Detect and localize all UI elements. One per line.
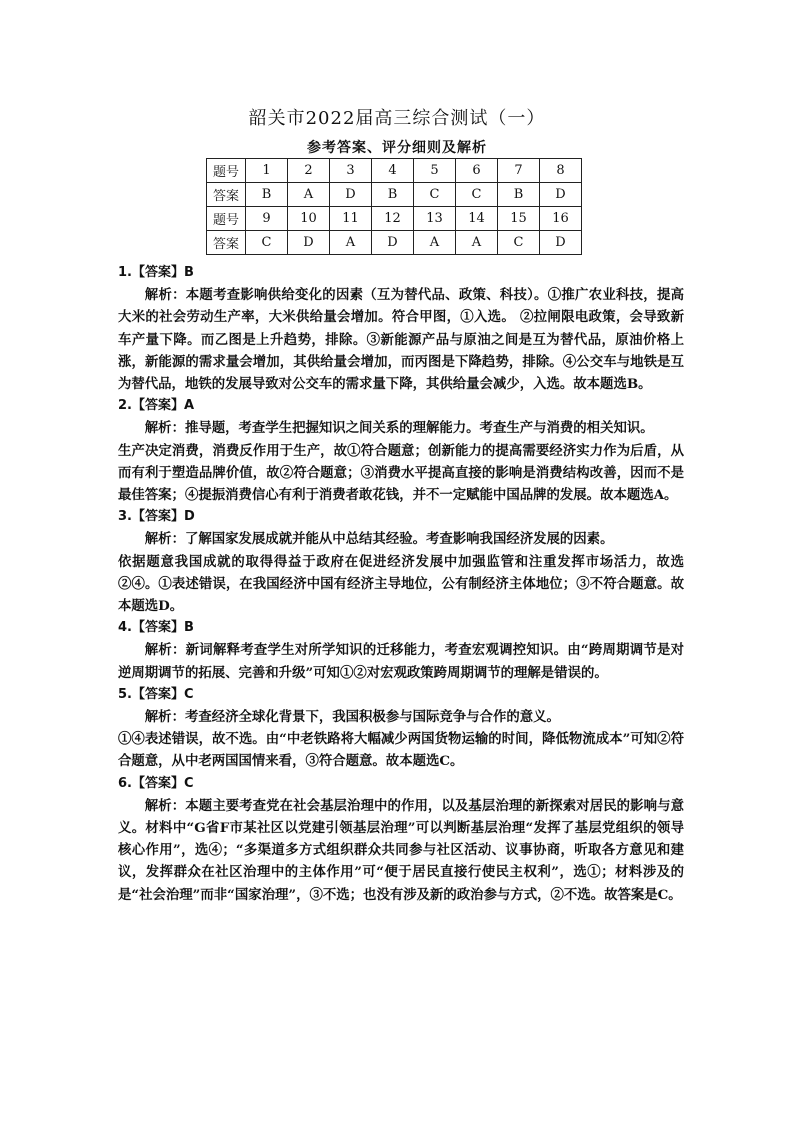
answer-table-cell: C	[414, 183, 456, 207]
document-subtitle: 参考答案、评分细则及解析	[307, 140, 487, 156]
answer-table-cell: 7	[498, 159, 540, 183]
answer-table-row	[207, 207, 582, 231]
answer-table-cell: 16	[540, 207, 582, 231]
document-title: 韶关市2022届高三综合测试（一）	[248, 108, 546, 129]
answer-table-cell: 1	[246, 159, 288, 183]
answer-table-cell: C	[456, 183, 498, 207]
answer-table-cell: C	[498, 231, 540, 255]
answer-table-cell: 5	[414, 159, 456, 183]
answer-table-cell: 13	[414, 207, 456, 231]
answer-table-cell: 10	[288, 207, 330, 231]
question-answer-heading: 3.【答案】D	[118, 509, 195, 525]
answer-table	[206, 158, 582, 255]
answer-table-cell: A	[330, 231, 372, 255]
answer-table-cell: B	[498, 183, 540, 207]
answer-table-row	[207, 183, 582, 207]
answer-table-cell: D	[288, 231, 330, 255]
answer-table-cell: 12	[372, 207, 414, 231]
explanation-paragraph: 解析：了解国家发展成就并能从中总结其经验。考查影响我国经济发展的因素。	[144, 531, 614, 548]
answer-table-cell: 14	[456, 207, 498, 231]
answer-table-cell: 15	[498, 207, 540, 231]
explanation-paragraph: 解析：考查经济全球化背景下，我国积极参与国际竞争与合作的意义。	[144, 709, 560, 726]
answer-table-cell: D	[330, 183, 372, 207]
answer-table-row	[207, 231, 582, 255]
answer-table-row-label: 题号	[207, 207, 246, 231]
explanation-paragraph: 解析：本题考查影响供给变化的因素（互为替代品、政策、科技）。①推广农业科技，提高大米的社会劳动生产率，大米供给量会增加。符合甲图，①入选。 ②拉闸限电政策，会导致新车产量下降。而乙图是上升趋势，排除。③新能源产品与原油之间是互为替代品，原油价格上涨，新能源的需求量会增加，其供给量会增加，而丙图是下降趋势，排除。④公交车与地铁是互为替代品，地铁的发展导致对公交车的需求量下降，其供给量会减少，入选。故本题选B。	[118, 287, 684, 393]
explanations-body	[118, 262, 684, 906]
question-answer-heading: 4.【答案】B	[118, 620, 194, 636]
explanation-paragraph: ①④表述错误，故不选。由“中老铁路将大幅减少两国货物运输的时间，降低物流成本”可知②符合题意，从中老两国国情来看，③符合题意。故本题选C。	[118, 731, 684, 770]
answer-table-row-label: 答案	[207, 231, 246, 255]
answer-table-cell: B	[246, 183, 288, 207]
question-answer-heading: 2.【答案】A	[118, 398, 195, 414]
answer-table-cell: C	[246, 231, 288, 255]
answer-table-cell: 4	[372, 159, 414, 183]
answer-table-row-label: 题号	[207, 159, 246, 183]
answer-table-row-label: 答案	[207, 183, 246, 207]
answer-table-cell: 11	[330, 207, 372, 231]
answer-table-row	[207, 159, 582, 183]
answer-table-cell: D	[372, 231, 414, 255]
answer-table-cell: 2	[288, 159, 330, 183]
answer-table-cell: 9	[246, 207, 288, 231]
question-answer-heading: 5.【答案】C	[118, 686, 194, 702]
question-answer-heading: 6.【答案】C	[118, 775, 194, 791]
answer-table-cell: 6	[456, 159, 498, 183]
explanation-paragraph: 解析：推导题，考查学生把握知识之间关系的理解能力。考查生产与消费的相关知识。	[144, 420, 654, 437]
question-answer-heading: 1.【答案】B	[118, 265, 194, 280]
answer-table-cell: A	[288, 183, 330, 207]
explanation-paragraph: 生产决定消费，消费反作用于生产，故①符合题意；创新能力的提高需要经济实力作为后盾，从而有利于塑造品牌价值，故②符合题意；③消费水平提高直接的影响是消费结构改善，因而不是最佳答案；④提振消费信心有利于消费者敢花钱，并不一定赋能中国品牌的发展。故本题选A。	[118, 442, 684, 504]
explanation-paragraph: 依据题意我国成就的取得得益于政府在促进经济发展中加强监管和注重发挥市场活力，故选②④。①表述错误，在我国经济中国有经济主导地位，公有制经济主体地位；③不符合题意。故本题选D。	[118, 553, 684, 615]
answer-table-cell: B	[372, 183, 414, 207]
explanation-paragraph: 解析：本题主要考查党在社会基层治理中的作用，以及基层治理的新探索对居民的影响与意义。材料中“G省F市某社区以党建引领基层治理”可以判断基层治理“发挥了基层党组织的领导核心作用”，选④；“多渠道多方式组织群众共同参与社区活动、议事协商，听取各方意见和建议，发挥群众在社区治理中的主体作用”可“便于居民直接行使民主权利”，选①；材料涉及的是“社会治理”而非“国家治理”，③不选；也没有涉及新的政治参与方式，②不选。故答案是C。	[118, 797, 684, 903]
answer-table-cell: A	[456, 231, 498, 255]
answer-table-cell: D	[540, 231, 582, 255]
answer-table-cell: 8	[540, 159, 582, 183]
answer-table-cell: A	[414, 231, 456, 255]
explanation-paragraph: 解析：新词解释考查学生对所学知识的迁移能力，考查宏观调控知识。由“跨周期调节是对逆周期调节的拓展、完善和升级”可知①②对宏观政策跨周期调节的理解是错误的。	[118, 642, 684, 681]
answer-table-cell: 3	[330, 159, 372, 183]
answer-table-cell: D	[540, 183, 582, 207]
